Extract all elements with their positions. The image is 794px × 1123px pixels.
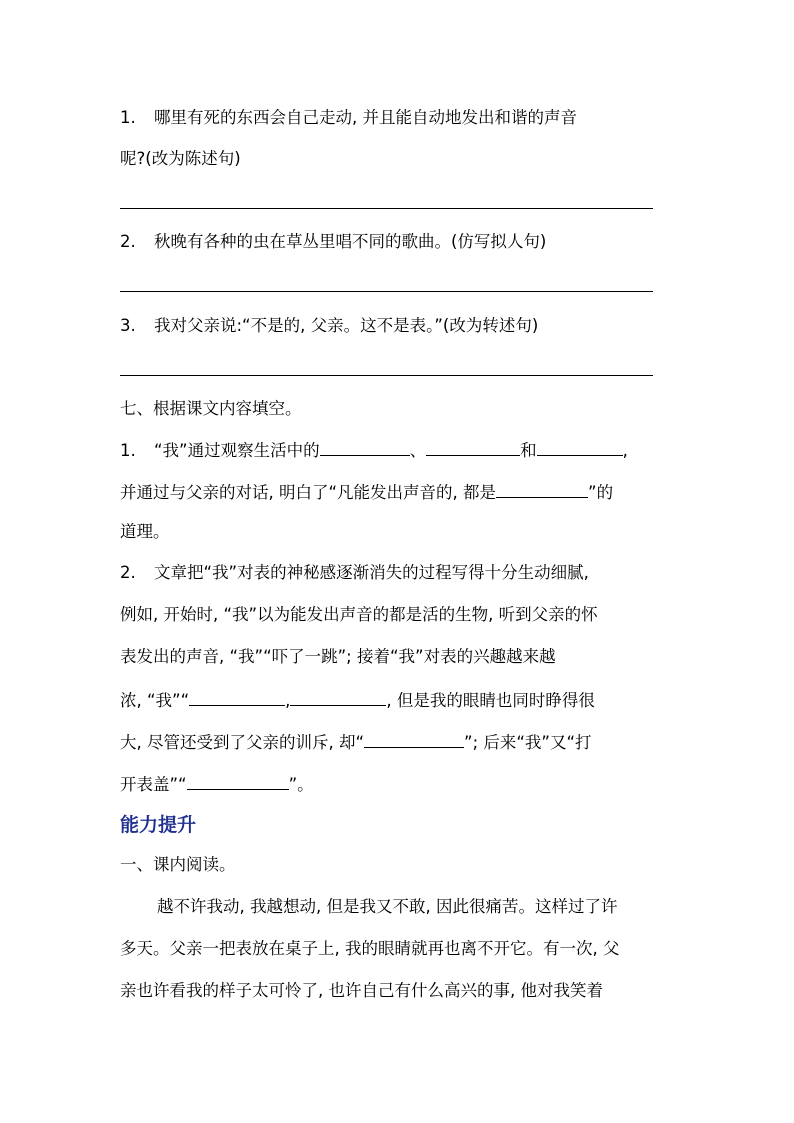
q7-item2-comma: , <box>285 691 291 710</box>
q7-item2-text-4c: , 但是我的眼睛也同时睁得很 <box>386 691 595 710</box>
q6-item3-text: 我对父亲说:“不是的, 父亲。这不是表。”(改为转述句) <box>154 316 539 335</box>
fill-blank-1[interactable] <box>320 438 410 456</box>
q6-item1-line1 <box>120 107 680 129</box>
q7-item2-line4 <box>120 688 680 712</box>
q7-item2-line2: 例如, 开始时, “我”以为能发出声音的都是活的生物, 听到父亲的怀 <box>120 605 598 624</box>
fill-blank-3[interactable] <box>537 438 623 456</box>
section-heading: 能力提升 <box>120 814 197 836</box>
q6-item2-text: 秋晚有各种的虫在草丛里唱不同的歌曲。(仿写拟人句) <box>154 232 547 251</box>
reading-paragraph-line3: 亲也许看我的样子太可怜了, 也许自己有什么高兴的事, 他对我笑着 <box>120 981 603 1000</box>
q7-item2-text-6b: ”。 <box>288 775 314 794</box>
q7-item2-text-5a: 大, 尽管还受到了父亲的训斥, 却“ <box>120 733 365 752</box>
reading-paragraph-line2: 多天。父亲一把表放在桌子上, 我的眼睛就再也离不开它。有一次, 父 <box>120 939 620 958</box>
answer-line-2[interactable] <box>120 291 653 292</box>
q7-item2-text-6a: 开表盖”“ <box>120 775 187 794</box>
q7-item2-line3: 表发出的声音, “我”“吓了一跳”; 接着“我”对表的兴趣越来越 <box>120 647 556 666</box>
q6-item1-number: 1. <box>120 108 136 127</box>
fill-blank-5[interactable] <box>189 688 285 706</box>
q7-item1-sep: 、 <box>409 441 427 460</box>
q7-item2-line5 <box>120 730 680 754</box>
fill-blank-4[interactable] <box>496 480 588 498</box>
q7-item2-text-5b: ”; 后来“我”又“打 <box>464 733 592 752</box>
q7-item2-line1 <box>120 562 680 584</box>
q7-item1-comma: , <box>622 441 628 460</box>
q7-item2-number: 2. <box>120 563 136 582</box>
q6-item3-line <box>120 315 680 337</box>
q6-item1-line2 <box>120 148 680 170</box>
q7-title: 七、根据课文内容填空。 <box>120 399 302 418</box>
q7-item2-line6 <box>120 772 680 796</box>
q7-item1-and: 和 <box>520 441 537 460</box>
q7-item1-text-c: ”的 <box>588 483 614 502</box>
q6-item1-text-b: 呢?(改为陈述句) <box>120 149 241 168</box>
q6-item1-text-a: 哪里有死的东西会自己走动, 并且能自动地发出和谐的声音 <box>154 108 577 127</box>
fill-blank-8[interactable] <box>187 772 289 790</box>
answer-line-3[interactable] <box>120 375 653 376</box>
q7-item1-number: 1. <box>120 441 136 460</box>
fill-blank-6[interactable] <box>290 688 386 706</box>
q7-item1-line3: 道理。 <box>120 522 170 541</box>
q7-item1-text-a: “我”通过观察生活中的 <box>154 441 320 460</box>
q7-item2-text-4a: 浓, “我”“ <box>120 691 190 710</box>
fill-blank-7[interactable] <box>364 730 464 748</box>
q7-item1-line1 <box>120 438 680 462</box>
q6-item3-number: 3. <box>120 316 136 335</box>
q7-item1-line2 <box>120 480 680 504</box>
fill-blank-2[interactable] <box>426 438 520 456</box>
q7-item2-text-1: 文章把“我”对表的神秘感逐渐消失的过程写得十分生动细腻, <box>154 563 589 582</box>
reading-title: 一、课内阅读。 <box>120 855 236 874</box>
reading-paragraph-line1: 越不许我动, 我越想动, 但是我又不敢, 因此很痛苦。这样过了许 <box>157 897 618 916</box>
q6-item2-line <box>120 231 680 253</box>
answer-line-1[interactable] <box>120 208 653 209</box>
q6-item2-number: 2. <box>120 232 136 251</box>
q7-item1-text-b: 并通过与父亲的对话, 明白了“凡能发出声音的, 都是 <box>120 483 497 502</box>
